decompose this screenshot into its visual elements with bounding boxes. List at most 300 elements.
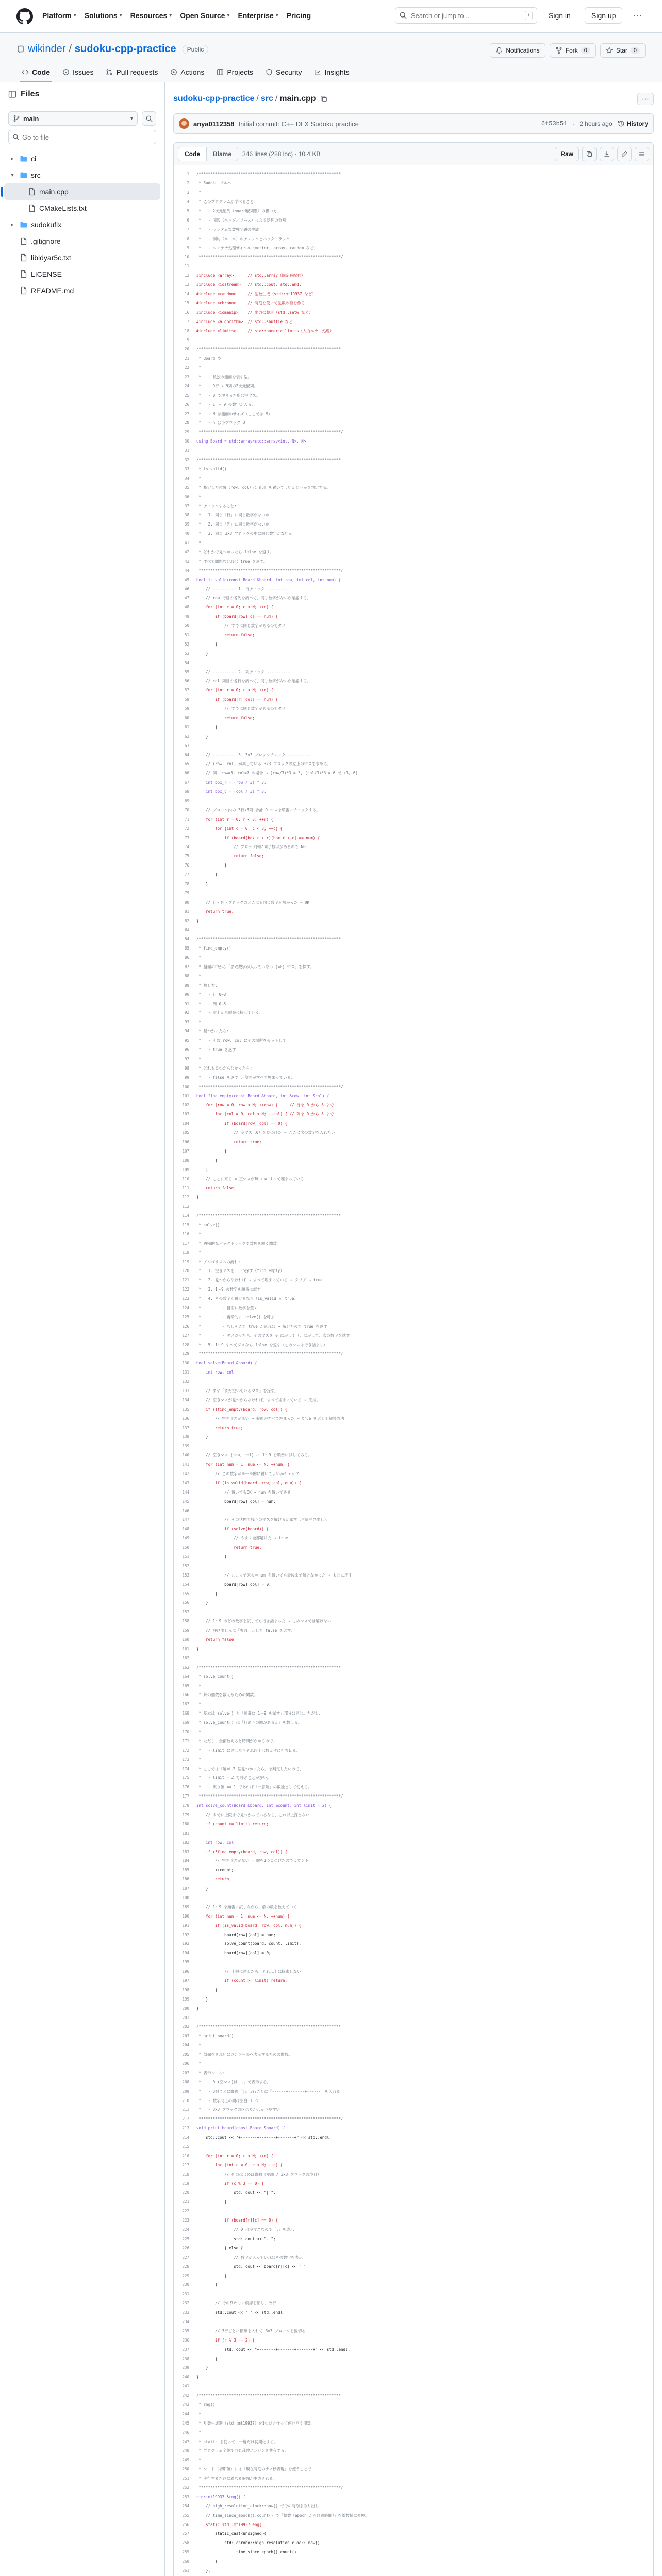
line-number[interactable]: 109 [182, 1167, 189, 1172]
line-number[interactable]: 106 [182, 1139, 189, 1144]
commit-hash-link[interactable]: 6f53b51 [541, 120, 568, 127]
line-number[interactable]: 65 [184, 761, 189, 767]
file-filter-input[interactable] [22, 133, 152, 141]
line-number[interactable]: 86 [184, 955, 189, 960]
line-number[interactable]: 131 [182, 1370, 189, 1375]
line-number[interactable]: 162 [182, 1655, 189, 1660]
line-number[interactable]: 222 [182, 2209, 189, 2214]
line-number[interactable]: 223 [182, 2218, 189, 2223]
line-number[interactable]: 120 [182, 1268, 189, 1274]
sign-up-button[interactable]: Sign up [585, 7, 622, 24]
line-number[interactable]: 54 [184, 660, 189, 665]
tree-file[interactable] [4, 249, 160, 266]
line-number[interactable]: 40 [184, 531, 189, 536]
line-number[interactable]: 157 [182, 1609, 189, 1615]
line-number[interactable]: 52 [184, 641, 189, 647]
line-number[interactable]: 244 [182, 2411, 189, 2416]
tab-insights[interactable] [309, 62, 354, 82]
line-number[interactable]: 210 [182, 2098, 189, 2103]
line-number[interactable]: 34 [184, 476, 189, 481]
line-number[interactable]: 13 [184, 282, 189, 287]
line-number[interactable]: 27 [184, 411, 189, 416]
nav-solutions[interactable] [85, 11, 122, 20]
line-number[interactable]: 69 [184, 799, 189, 803]
line-number[interactable]: 186 [182, 1877, 189, 1882]
blame-view-button[interactable]: Blame [206, 147, 238, 161]
line-number[interactable]: 158 [182, 1619, 189, 1624]
line-number[interactable]: 113 [182, 1204, 189, 1209]
line-number[interactable]: 103 [182, 1112, 189, 1117]
tab-projects[interactable] [211, 62, 258, 82]
line-number[interactable]: 195 [182, 1960, 189, 1965]
line-number[interactable]: 51 [184, 632, 189, 637]
edit-button[interactable] [617, 147, 632, 161]
line-number[interactable]: 18 [184, 328, 189, 333]
line-number[interactable]: 37 [184, 503, 189, 509]
line-number[interactable]: 38 [184, 513, 189, 518]
line-number[interactable]: 261 [182, 2568, 189, 2573]
line-number[interactable]: 135 [182, 1406, 189, 1412]
line-number[interactable]: 70 [184, 807, 189, 812]
line-number[interactable]: 99 [184, 1075, 189, 1080]
avatar[interactable] [179, 118, 189, 129]
line-number[interactable]: 97 [184, 1056, 189, 1061]
line-number[interactable]: 108 [182, 1158, 189, 1163]
line-number[interactable]: 19 [184, 337, 189, 343]
line-number[interactable]: 83 [184, 927, 189, 933]
line-number[interactable]: 56 [184, 679, 189, 684]
line-number[interactable]: 4 [187, 199, 189, 205]
line-number[interactable]: 144 [182, 1489, 189, 1495]
line-number[interactable]: 165 [182, 1683, 189, 1688]
global-search-input[interactable] [411, 12, 521, 20]
line-number[interactable]: 66 [184, 771, 189, 776]
line-number[interactable]: 58 [184, 697, 189, 702]
line-number[interactable]: 149 [182, 1536, 189, 1541]
line-number[interactable]: 161 [182, 1646, 189, 1651]
line-number[interactable]: 253 [182, 2494, 189, 2499]
tree-file[interactable] [4, 183, 160, 200]
line-number[interactable]: 198 [182, 1987, 189, 1992]
line-number[interactable]: 169 [182, 1720, 189, 1725]
line-number[interactable]: 41 [184, 540, 189, 546]
line-number[interactable]: 3 [187, 190, 189, 195]
line-number[interactable]: 125 [182, 1314, 189, 1319]
line-number[interactable]: 123 [182, 1296, 189, 1301]
line-number[interactable]: 117 [182, 1241, 189, 1246]
line-number[interactable]: 254 [182, 2503, 189, 2509]
line-number[interactable]: 181 [182, 1831, 189, 1836]
line-number[interactable]: 91 [184, 1001, 189, 1006]
line-number[interactable]: 36 [184, 494, 189, 499]
global-search[interactable] [395, 7, 537, 24]
commit-message[interactable]: Initial commit: C++ DLX Sudoku practice [238, 120, 359, 128]
line-number[interactable]: 118 [182, 1250, 189, 1255]
line-number[interactable]: 183 [182, 1849, 189, 1854]
line-number[interactable]: 211 [182, 2107, 189, 2112]
line-number[interactable]: 87 [184, 964, 189, 970]
line-number[interactable]: 90 [184, 992, 189, 997]
line-number[interactable]: 39 [184, 522, 189, 527]
line-number[interactable]: 14 [184, 292, 189, 297]
line-number[interactable]: 219 [182, 2181, 189, 2186]
sign-in-link[interactable]: Sign in [549, 11, 571, 20]
line-number[interactable]: 226 [182, 2245, 189, 2250]
line-number[interactable]: 9 [187, 245, 189, 250]
line-number[interactable]: 166 [182, 1692, 189, 1698]
line-number[interactable]: 107 [182, 1148, 189, 1154]
line-number[interactable]: 48 [184, 605, 189, 610]
line-number[interactable]: 236 [182, 2337, 189, 2343]
line-number[interactable]: 75 [184, 854, 189, 859]
line-number[interactable]: 12 [184, 273, 189, 278]
line-number[interactable]: 7 [187, 227, 189, 232]
line-number[interactable]: 62 [184, 734, 189, 739]
line-number[interactable]: 73 [184, 835, 189, 840]
line-number[interactable]: 156 [182, 1600, 189, 1605]
line-number[interactable]: 20 [184, 347, 189, 352]
tree-file[interactable] [4, 266, 160, 282]
line-number[interactable]: 212 [182, 2116, 189, 2122]
line-number[interactable]: 64 [184, 752, 189, 757]
line-number[interactable]: 2 [187, 181, 189, 186]
line-number[interactable]: 239 [182, 2365, 189, 2370]
line-number[interactable]: 110 [182, 1176, 189, 1181]
line-number[interactable]: 26 [184, 402, 189, 407]
line-number[interactable]: 203 [182, 2033, 189, 2039]
line-number[interactable]: 122 [182, 1287, 189, 1292]
line-number[interactable]: 127 [182, 1333, 189, 1338]
line-number[interactable]: 21 [184, 356, 189, 361]
line-number[interactable]: 23 [184, 375, 189, 380]
line-number[interactable]: 240 [182, 2375, 189, 2380]
line-number[interactable]: 245 [182, 2420, 189, 2426]
line-number[interactable]: 137 [182, 1425, 189, 1430]
line-number[interactable]: 197 [182, 1978, 189, 1983]
commit-author-link[interactable]: anya0112358 [193, 120, 235, 128]
line-number[interactable]: 98 [184, 1065, 189, 1071]
line-number[interactable]: 148 [182, 1527, 189, 1532]
line-number[interactable]: 121 [182, 1278, 189, 1283]
line-number[interactable]: 82 [184, 918, 189, 923]
line-number[interactable]: 84 [184, 937, 189, 942]
line-number[interactable]: 124 [182, 1305, 189, 1310]
line-number[interactable]: 213 [182, 2126, 189, 2131]
line-number[interactable]: 167 [182, 1702, 189, 1707]
line-number[interactable]: 68 [184, 789, 189, 794]
line-number[interactable]: 152 [182, 1563, 189, 1568]
line-number[interactable]: 95 [184, 1038, 189, 1043]
line-number[interactable]: 194 [182, 1951, 189, 1956]
line-number[interactable]: 248 [182, 2448, 189, 2453]
line-number[interactable]: 105 [182, 1130, 189, 1136]
line-number[interactable]: 57 [184, 688, 189, 693]
line-number[interactable]: 246 [182, 2430, 189, 2435]
line-number[interactable]: 220 [182, 2190, 189, 2195]
line-number[interactable]: 231 [182, 2292, 189, 2297]
line-number[interactable]: 80 [184, 900, 189, 905]
line-number[interactable]: 256 [182, 2522, 189, 2527]
line-number[interactable]: 78 [184, 882, 189, 887]
line-number[interactable]: 177 [182, 1794, 189, 1799]
line-number[interactable]: 218 [182, 2172, 189, 2177]
line-number[interactable]: 193 [182, 1941, 189, 1946]
line-number[interactable]: 25 [184, 393, 189, 398]
line-number[interactable]: 247 [182, 2439, 189, 2444]
line-number[interactable]: 232 [182, 2301, 189, 2306]
line-number[interactable]: 136 [182, 1416, 189, 1421]
line-number[interactable]: 63 [184, 743, 189, 748]
line-number[interactable]: 50 [184, 623, 189, 629]
line-number[interactable]: 215 [182, 2144, 189, 2149]
line-number[interactable]: 227 [182, 2255, 189, 2260]
tab-security[interactable] [260, 62, 307, 82]
star-button[interactable] [600, 43, 646, 58]
more-options-icon[interactable]: ⋯ [637, 93, 654, 105]
line-number[interactable]: 174 [182, 1766, 189, 1771]
line-number[interactable]: 133 [182, 1388, 189, 1393]
line-number[interactable]: 255 [182, 2513, 189, 2518]
line-number[interactable]: 96 [184, 1047, 189, 1053]
line-number[interactable]: 5 [187, 209, 189, 213]
line-number[interactable]: 217 [182, 2162, 189, 2167]
line-number[interactable]: 243 [182, 2402, 189, 2407]
line-number[interactable]: 79 [184, 890, 189, 895]
line-number[interactable]: 140 [182, 1453, 189, 1458]
line-number[interactable]: 112 [182, 1195, 189, 1200]
line-number[interactable]: 126 [182, 1324, 189, 1329]
line-number[interactable]: 77 [184, 872, 189, 877]
line-number[interactable]: 81 [184, 909, 189, 914]
line-number[interactable]: 28 [184, 420, 189, 426]
line-number[interactable]: 11 [184, 264, 189, 269]
copy-icon[interactable] [320, 95, 327, 103]
tab-issues[interactable] [57, 62, 98, 82]
sidebar-collapse-icon[interactable] [8, 90, 16, 98]
line-number[interactable]: 45 [184, 577, 189, 582]
tree-folder[interactable] [4, 167, 160, 183]
file-filter[interactable] [8, 130, 156, 144]
tree-file[interactable] [4, 233, 160, 249]
line-number[interactable]: 221 [182, 2199, 189, 2205]
line-number[interactable]: 189 [182, 1904, 189, 1909]
tab-pull-requests[interactable] [101, 62, 163, 82]
line-number[interactable]: 214 [182, 2135, 189, 2140]
line-number[interactable]: 216 [182, 2153, 189, 2158]
line-number[interactable]: 29 [184, 430, 189, 435]
line-number[interactable]: 8 [187, 236, 189, 241]
line-number[interactable]: 191 [182, 1923, 189, 1928]
line-number[interactable]: 171 [182, 1738, 189, 1743]
line-number[interactable]: 188 [182, 1895, 189, 1900]
line-number[interactable]: 178 [182, 1803, 189, 1808]
line-number[interactable]: 160 [182, 1637, 189, 1642]
line-number[interactable]: 159 [182, 1628, 189, 1633]
nav-platform[interactable] [42, 11, 76, 20]
line-number[interactable]: 44 [184, 568, 189, 573]
line-number[interactable]: 88 [184, 973, 189, 978]
line-number[interactable]: 241 [182, 2384, 189, 2389]
history-button[interactable] [618, 120, 648, 127]
search-files-button[interactable] [142, 111, 156, 126]
line-number[interactable]: 204 [182, 2043, 189, 2048]
line-number[interactable]: 76 [184, 863, 189, 868]
line-number[interactable]: 201 [182, 2015, 189, 2020]
line-number[interactable]: 196 [182, 1969, 189, 1974]
line-number[interactable]: 187 [182, 1886, 189, 1891]
line-number[interactable]: 134 [182, 1397, 189, 1402]
nav-enterprise[interactable] [238, 11, 278, 20]
tab-code[interactable] [16, 62, 55, 82]
line-number[interactable]: 229 [182, 2273, 189, 2278]
line-number[interactable]: 184 [182, 1858, 189, 1863]
line-number[interactable]: 100 [182, 1084, 189, 1089]
symbols-panel-button[interactable] [635, 147, 649, 161]
more-options-icon[interactable]: ⋯ [633, 10, 642, 21]
line-number[interactable]: 111 [182, 1185, 189, 1191]
line-number[interactable]: 238 [182, 2356, 189, 2361]
line-number[interactable]: 155 [182, 1591, 189, 1596]
line-number[interactable]: 89 [184, 982, 189, 988]
line-number[interactable]: 185 [182, 1868, 189, 1873]
repo-name-link[interactable]: sudoku-cpp-practice [74, 43, 176, 55]
tree-folder[interactable] [4, 216, 160, 233]
code-view-button[interactable]: Code [178, 147, 206, 161]
line-number[interactable]: 205 [182, 2052, 189, 2057]
line-number[interactable]: 225 [182, 2236, 189, 2241]
line-number[interactable]: 224 [182, 2227, 189, 2232]
line-number[interactable]: 128 [182, 1342, 189, 1347]
line-number[interactable]: 31 [184, 448, 189, 453]
line-number[interactable]: 170 [182, 1729, 189, 1734]
line-number[interactable]: 173 [182, 1757, 189, 1762]
line-number[interactable]: 22 [184, 365, 189, 370]
line-number[interactable]: 74 [184, 844, 189, 850]
line-number[interactable]: 145 [182, 1499, 189, 1504]
line-number[interactable]: 163 [182, 1665, 189, 1670]
line-number[interactable]: 138 [182, 1434, 189, 1439]
line-number[interactable]: 251 [182, 2476, 189, 2481]
line-number[interactable]: 49 [184, 614, 189, 619]
line-number[interactable]: 230 [182, 2282, 189, 2287]
line-number[interactable]: 164 [182, 1674, 189, 1679]
line-number[interactable]: 6 [187, 217, 189, 223]
line-number[interactable]: 72 [184, 826, 189, 831]
line-number[interactable]: 242 [182, 2393, 189, 2398]
nav-resources[interactable] [130, 11, 172, 20]
line-number[interactable]: 17 [184, 319, 189, 324]
line-number[interactable]: 147 [182, 1517, 189, 1522]
line-number[interactable]: 10 [184, 255, 189, 260]
line-number[interactable]: 93 [184, 1020, 189, 1025]
line-number[interactable]: 119 [182, 1259, 189, 1264]
line-number[interactable]: 85 [184, 946, 189, 951]
line-number[interactable]: 151 [182, 1554, 189, 1560]
line-number[interactable]: 24 [184, 383, 189, 388]
tab-actions[interactable] [165, 62, 209, 82]
line-number[interactable]: 35 [184, 485, 189, 490]
line-number[interactable]: 60 [184, 715, 189, 720]
line-number[interactable]: 206 [182, 2061, 189, 2066]
tree-file[interactable] [4, 200, 160, 216]
line-number[interactable]: 104 [182, 1121, 189, 1126]
line-number[interactable]: 67 [184, 780, 189, 785]
repo-owner-link[interactable]: wikinder [28, 43, 66, 55]
line-number[interactable]: 200 [182, 2006, 189, 2011]
line-number[interactable]: 141 [182, 1462, 189, 1467]
line-number[interactable]: 139 [182, 1444, 189, 1449]
line-number[interactable]: 102 [182, 1103, 189, 1108]
line-number[interactable]: 61 [184, 724, 189, 730]
line-number[interactable]: 71 [184, 817, 189, 822]
line-number[interactable]: 208 [182, 2079, 189, 2084]
line-number[interactable]: 146 [182, 1508, 189, 1513]
line-number[interactable]: 150 [182, 1545, 189, 1550]
line-number[interactable]: 237 [182, 2347, 189, 2352]
line-number[interactable]: 46 [184, 586, 189, 591]
breadcrumb-repo-link[interactable]: sudoku-cpp-practice [173, 94, 255, 103]
line-number[interactable]: 180 [182, 1821, 189, 1826]
nav-pricing[interactable] [287, 11, 311, 20]
nav-open-source[interactable] [180, 11, 229, 20]
line-number[interactable]: 252 [182, 2485, 189, 2490]
line-number[interactable]: 179 [182, 1812, 189, 1817]
line-number[interactable]: 202 [182, 2024, 189, 2029]
line-number[interactable]: 154 [182, 1582, 189, 1587]
line-number[interactable]: 130 [182, 1361, 189, 1366]
tree-folder[interactable] [4, 150, 160, 167]
line-number[interactable]: 172 [182, 1748, 189, 1753]
line-number[interactable]: 258 [182, 2540, 189, 2546]
line-number[interactable]: 15 [184, 300, 189, 306]
line-number[interactable]: 101 [182, 1093, 189, 1098]
raw-button[interactable]: Raw [555, 147, 579, 161]
fork-button[interactable] [550, 43, 596, 58]
line-number[interactable]: 207 [182, 2070, 189, 2075]
branch-selector[interactable] [8, 111, 138, 126]
line-number[interactable]: 30 [184, 439, 189, 444]
line-number[interactable]: 43 [184, 558, 189, 564]
line-number[interactable]: 16 [184, 310, 189, 315]
line-number[interactable]: 32 [184, 457, 189, 463]
line-number[interactable]: 176 [182, 1785, 189, 1790]
line-number[interactable]: 233 [182, 2310, 189, 2315]
line-number[interactable]: 257 [182, 2531, 189, 2536]
line-number[interactable]: 129 [182, 1351, 189, 1357]
breadcrumb-folder-link[interactable]: src [260, 94, 273, 103]
line-number[interactable]: 115 [182, 1222, 189, 1227]
line-number[interactable]: 143 [182, 1480, 189, 1485]
line-number[interactable]: 33 [184, 466, 189, 471]
notifications-button[interactable] [490, 43, 545, 58]
line-number[interactable]: 42 [184, 549, 189, 554]
line-number[interactable]: 94 [184, 1029, 189, 1034]
line-number[interactable]: 190 [182, 1913, 189, 1919]
github-logo-icon[interactable] [16, 8, 33, 25]
download-button[interactable] [600, 147, 614, 161]
line-number[interactable]: 250 [182, 2467, 189, 2472]
line-number[interactable]: 53 [184, 651, 189, 656]
copy-raw-button[interactable] [582, 147, 597, 161]
line-number[interactable]: 235 [182, 2328, 189, 2333]
line-number[interactable]: 234 [182, 2319, 189, 2324]
line-number[interactable]: 114 [182, 1213, 189, 1218]
line-number[interactable]: 55 [184, 669, 189, 674]
line-number[interactable]: 168 [182, 1711, 189, 1716]
line-number[interactable]: 260 [182, 2559, 189, 2564]
line-number[interactable]: 116 [182, 1231, 189, 1236]
line-number[interactable]: 182 [182, 1840, 189, 1845]
